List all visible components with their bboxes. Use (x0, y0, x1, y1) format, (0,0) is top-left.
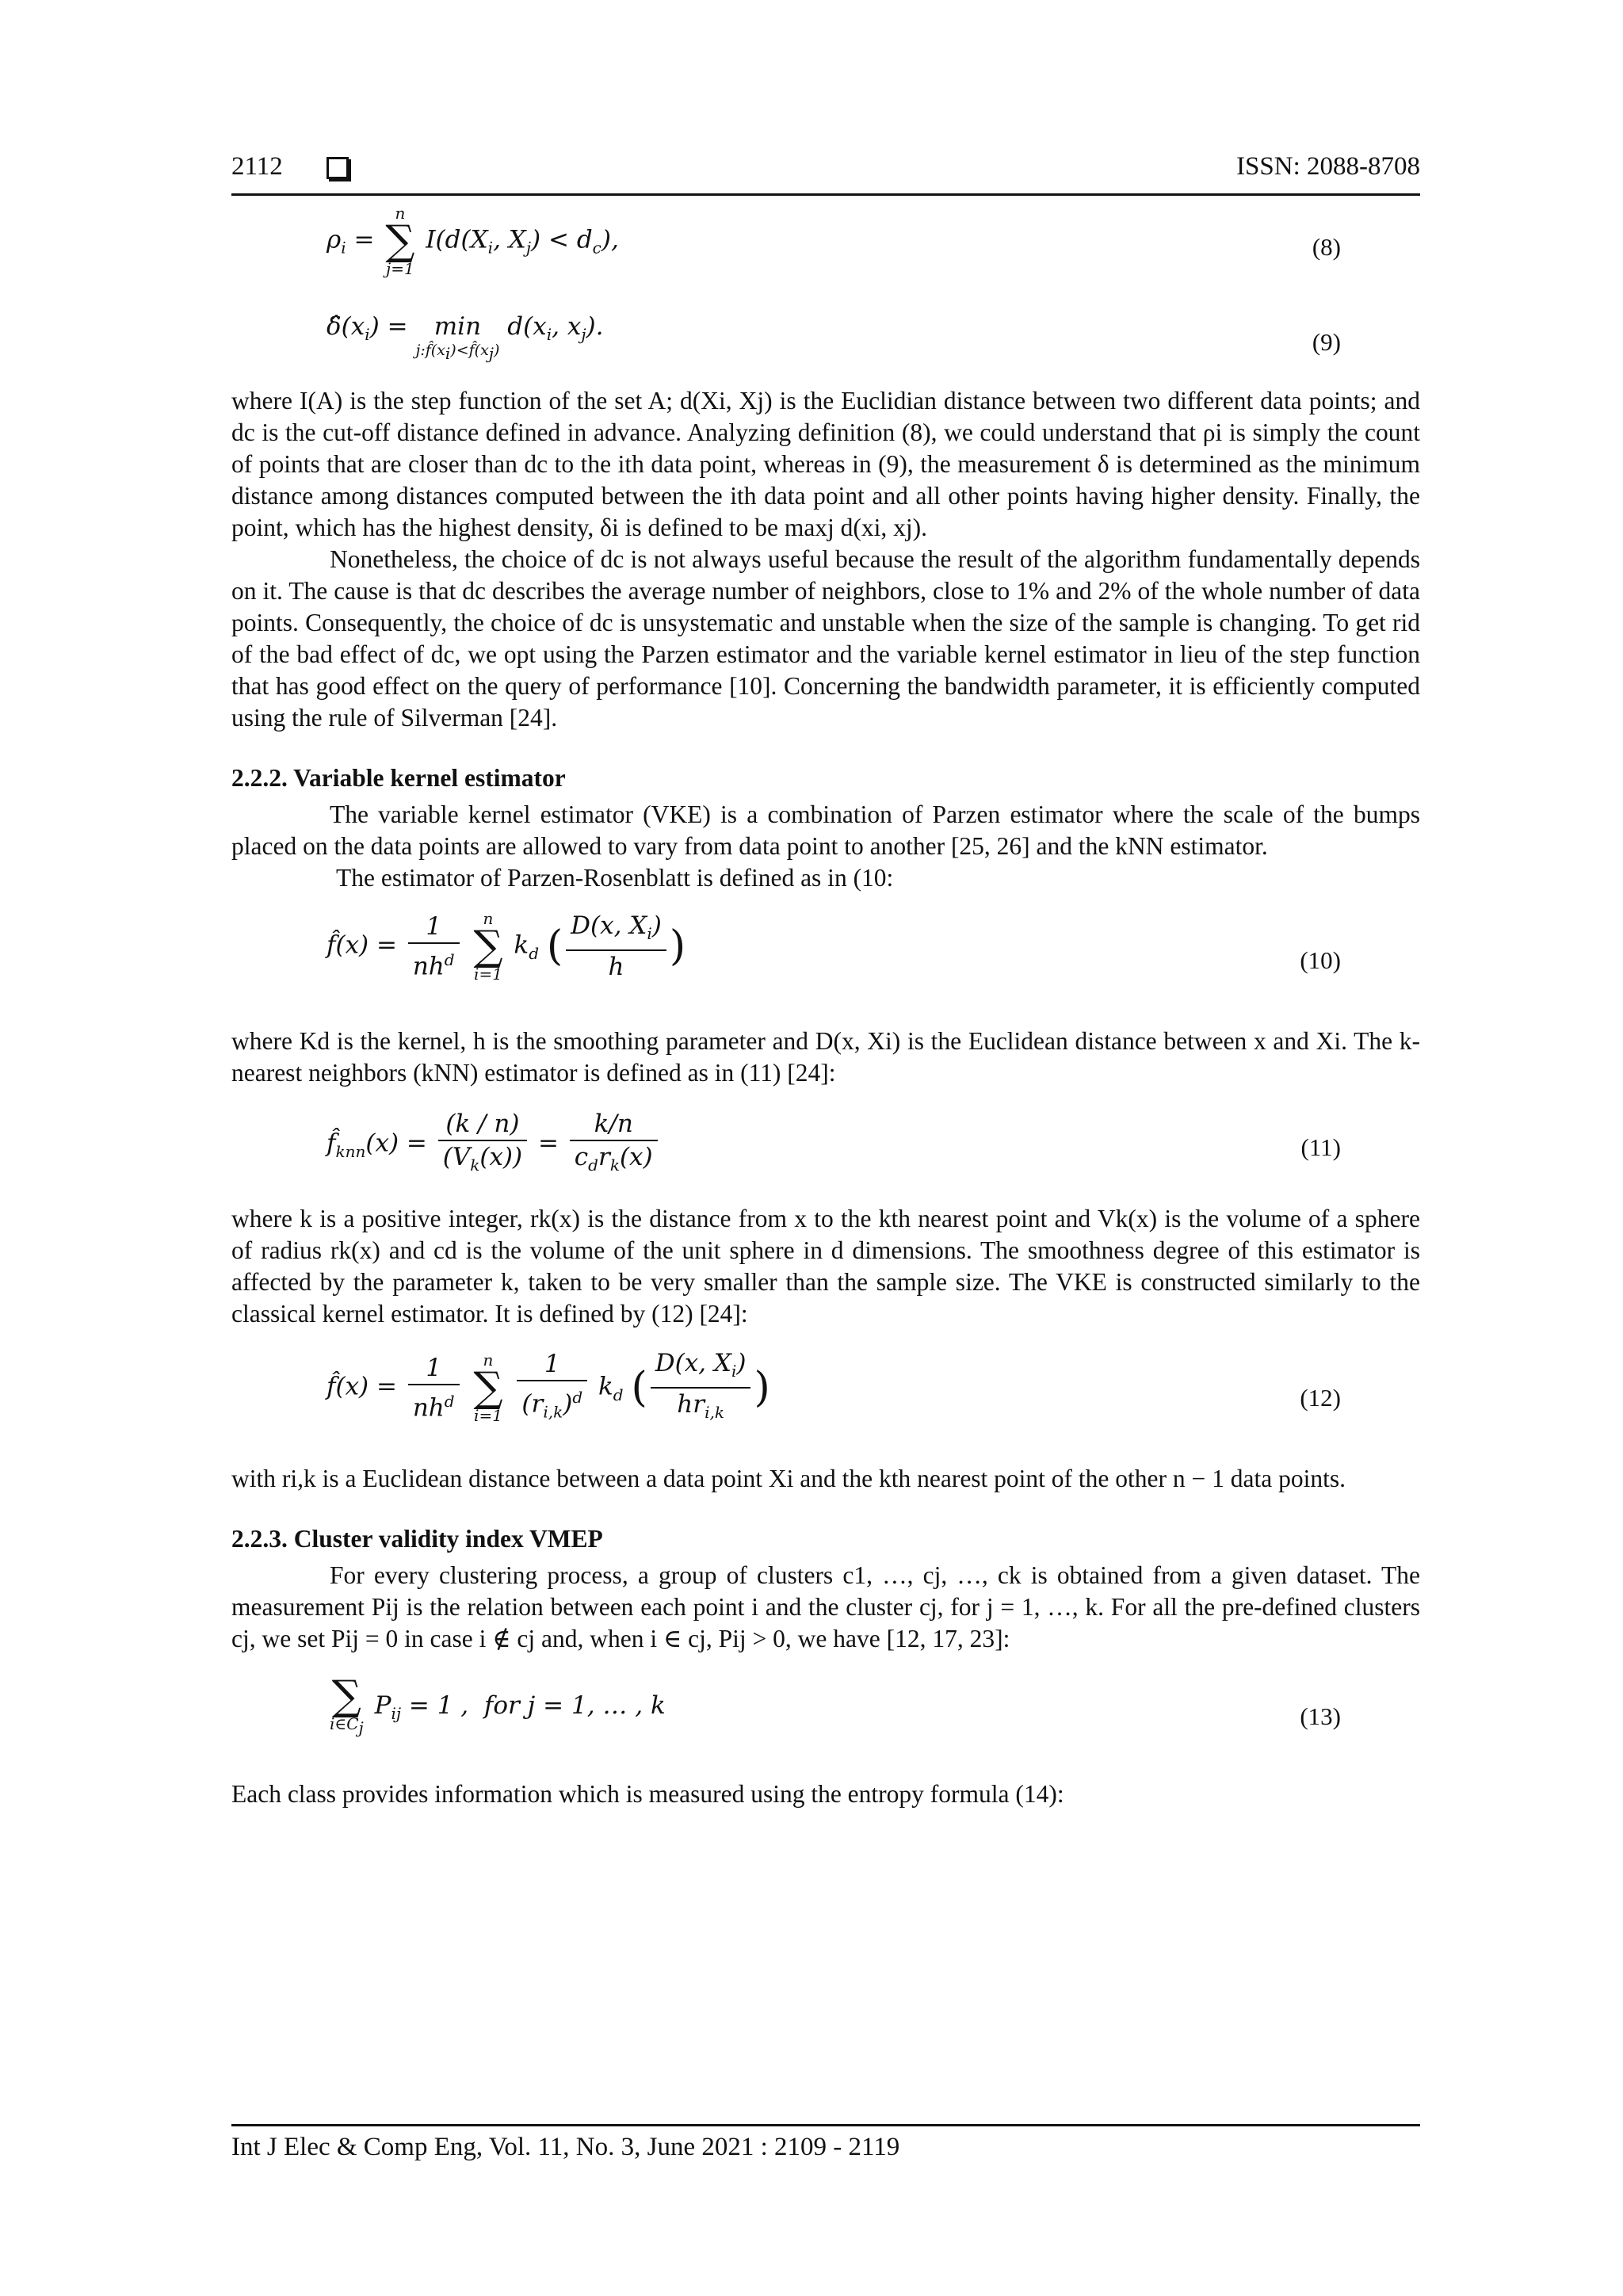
section-heading: 2.2.2. Variable kernel estimator (231, 764, 566, 792)
paragraph: where I(A) is the step function of the set A; d(Xi, Xj) is the Euclidian distance between two different data points; and dc is the cut-off distance defined in advance. Analyzing definition (8), we could understand that ρi is simply the count of points that are closer than dc to the ith data point, whereas in (9), the measurement δ is determined as the minimum distance among distances computed between the ith data point and all other points having higher density. Finally, the point, which has the highest density, δi is defined to be maxj d(xi, xj). (231, 387, 1420, 541)
paragraph: Nonetheless, the choice of dc is not always useful because the result of the algorithm fundamentally depends on it. The cause is that dc describes the average number of neighbors, close to 1% and 2% of the whole number of data points. Consequently, the choice of dc is unsystematic and unstable when the size of the sample is changing. To get rid of the bad effect of dc, we opt using the Parzen estimator and the variable kernel estimator in lieu of the step function that has good effect on the query of performance [10]. Concerning the bandwidth parameter, it is efficiently computed using the rule of Silverman [24]. (231, 545, 1420, 732)
paragraph: Each class provides information which is measured using the entropy formula (14): (231, 1780, 1064, 1808)
paragraph: The estimator of Parzen-Rosenblatt is defined as in (10: (336, 864, 894, 892)
equation-9: $\deltâ(x_i)$ = min $j:f̂(x_i)<f̂(x_j)$ $d(x_i$, $x_j$). (9) (327, 312, 1341, 363)
equation-number: (9) (1312, 328, 1341, 356)
equation-10: f̂(x) = $\frac{1}{nh^d}$ n ∑ i=1 $k_d$ ( $\frac{D(x, X_i)}{h}$ ) (10) (327, 909, 1341, 984)
page-header (231, 152, 1420, 196)
equation-number: (11) (1300, 1133, 1341, 1161)
equation-8: $\rho_i$ = n ∑ j=1 $I(d(X_i$, $X_j) < d_c$), (8) (327, 204, 1341, 278)
paragraph: For every clustering process, a group of clusters c1, …, cj, …, ck is obtained from a given dataset. The measurement Pij is the relation between each point i and the cluster cj, for j = 1, …, k. For all the pre-defined clusters cj, we set Pij = 0 in case i ∉ cj and, when i ∈ cj, Pij > 0, we have [12, 17, 23]: (231, 1561, 1420, 1652)
page-body (231, 204, 1420, 1810)
equation-12: f̂(x) = $\frac{1}{nh^d}$ n ∑ i=1 $\frac{1}{(r_{i,k})^d}$ $k_d$ ( $\frac{D(x, X_i)}{hr_{i,k}}$ ) (12) (327, 1349, 1341, 1426)
equation-number: (12) (1300, 1384, 1341, 1412)
box-icon (327, 157, 349, 179)
paragraph: where k is a positive integer, rk(x) is the distance from x to the kth nearest point and Vk(x) is the volume of a sphere of radius rk(x) and cd is the volume of the unit sphere in d dimensions. The smoothness degree of this estimator is affected by the parameter k, taken to be very smaller than the sample size. The VKE is constructed similarly to the classical kernel estimator. It is defined by (12) [24]: (231, 1205, 1420, 1328)
page-number: 2112 (231, 152, 283, 181)
page-footer (231, 2124, 1420, 2162)
equation-13: ∑ $i\in C_j$ $P_{ij} = 1$ , for j = 1, … , k (13) (330, 1672, 1341, 1737)
section-heading: 2.2.3. Cluster validity index VMEP (231, 1525, 603, 1553)
equation-number: (8) (1312, 233, 1341, 261)
footer-citation: Int J Elec & Comp Eng, Vol. 11, No. 3, June 2021 : 2109 - 2119 (231, 2133, 900, 2161)
issn: ISSN: 2088-8708 (1236, 152, 1420, 181)
equation-number: (13) (1300, 1702, 1341, 1730)
equation-number: (10) (1300, 946, 1341, 974)
equation-11: $f̂_{knn}(x)$ = $\frac{(k / n)}{(V_k(x))}$ = $\frac{k/n}{c_dr_k(x)}$ (11) (327, 1110, 1341, 1175)
paragraph: The variable kernel estimator (VKE) is a combination of Parzen estimator where the scale of the bumps placed on the data points are allowed to vary from data point to another [25, 26] and the kNN estimator. (231, 800, 1420, 860)
paragraph: with ri,k is a Euclidean distance between a data point Xi and the kth nearest point of the other n − 1 data points. (231, 1465, 1346, 1492)
paragraph: where Kd is the kernel, h is the smoothing parameter and D(x, Xi) is the Euclidean distance between x and Xi. The k-nearest neighbors (kNN) estimator is defined as in (11) [24]: (231, 1027, 1420, 1087)
